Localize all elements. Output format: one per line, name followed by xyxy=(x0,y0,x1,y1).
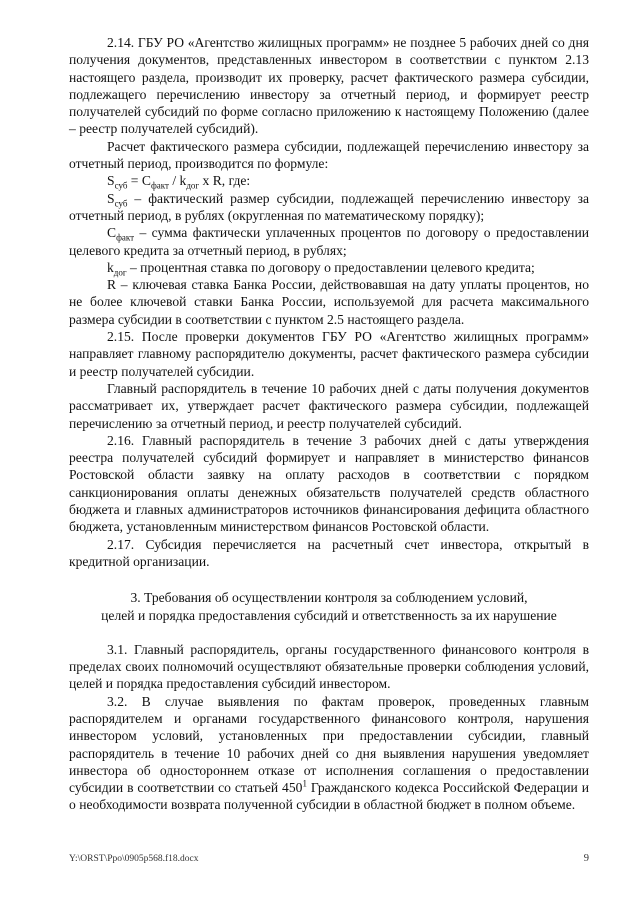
definition-r: R – ключевая ставка Банка России, действовавшая на дату уплаты процентов, но не более ключевой ставки Банка России, используемой для расчета максимального размера субсидии в соответствии с пунктом 2.5 настоящего раздела. xyxy=(69,277,589,327)
paragraph-3-1: 3.1. Главный распорядитель, органы государственного финансового контроля в пределах своих полномочий осуществляют обязательные проверки соблюдения условий, целей и порядка предоставления субсидий инвестором. xyxy=(69,641,589,692)
paragraph-3-2: 3.2. В случае выявления по фактам проверок, проведенных главным распорядителем и органами государственного финансового контроля, нарушения инвестором условий, установленных при предоставлении субсидии, главный распорядитель в течение 10 рабочих дней со дня выявления нарушения уведомляет инвестора об одностороннем отказе от исполнения соглашения о предоставлении субсидии в соответствии со статьей $450^1$ Гражданского кодекса Российской Федерации и о необходимости возврата полученной субсидии в областной бюджет в полном объеме. xyxy=(69,693,589,813)
page-footer xyxy=(69,853,589,865)
document-body xyxy=(69,34,589,814)
file-path: Y:\ORST\Ppo\0905p568.f18.docx xyxy=(69,854,199,864)
paragraph-2-16: 2.16. Главный распорядитель в течение 3 рабочих дней с даты утверждения реестра получателей субсидий формирует и направляет в министерство финансов Ростовской области заявку на оплату расходов в соответствии с порядком санкционирования оплаты денежных обязательств получателей средств областного бюджета и главных администраторов источников финансирования дефицита областного бюджета, установленным министерством финансов Ростовской области. xyxy=(69,432,589,535)
paragraph-2-15: 2.15. После проверки документов ГБУ РО «Агентство жилищных программ» направляет главному распорядителю документы, расчет фактического размера субсидии и реестр получателей субсидии. xyxy=(69,329,589,379)
spacer xyxy=(69,624,589,641)
calculation-intro: Расчет фактического размера субсидии, подлежащей перечислению инвестору за отчетный период, производится по формуле: xyxy=(69,138,589,172)
spacer xyxy=(69,570,589,589)
definition-k-dog: $k_{дог}$ – процентная ставка по договору о предоставлении целевого кредита; xyxy=(107,259,535,278)
section-3-heading-line-1: 3. Требования об осуществлении контроля за соблюдением условий, xyxy=(130,590,528,606)
paragraph-2-17: 2.17. Субсидия перечисляется на расчетный счет инвестора, открытый в кредитной организации. xyxy=(69,536,589,569)
page-number: 9 xyxy=(583,853,589,864)
definition-s-sub: $S_{суб}$ – фактический размер субсидии, подлежащей перечислению инвестору за отчетный период, в рублях (округленная по математическому порядку); xyxy=(69,190,589,223)
section-3-heading-line-2: целей и порядка предоставления субсидий и ответственность за их нарушение xyxy=(101,607,557,623)
definition-c-fact: $С_{факт}$ – сумма фактически уплаченных процентов по договору о предоставлении целевого кредита за отчетный период, в рублях; xyxy=(69,225,589,258)
paragraph-2-15-approval: Главный распорядитель в течение 10 рабочих дней с даты получения документов рассматривает их, утверждает расчет фактического размера субсидии, подлежащей перечислению за отчетный период, и реестр получателей субсидий. xyxy=(69,380,589,431)
subsidy-formula: $S_{суб} = С_{факт} / k_{дог}$ х R, где: xyxy=(107,173,251,192)
paragraph-2-14: 2.14. ГБУ РО «Агентство жилищных программ» не позднее 5 рабочих дней со дня получения документов, представленных инвестором в соответствии с пунктом 2.13 настоящего раздела, производит их проверку, расчет фактического размера субсидии, подлежащего перечислению инвестору за отчетный период, и формирует реестр получателей субсидий по форме согласно приложению к настоящему Положению (далее – реестр получателей субсидий). xyxy=(69,35,589,137)
